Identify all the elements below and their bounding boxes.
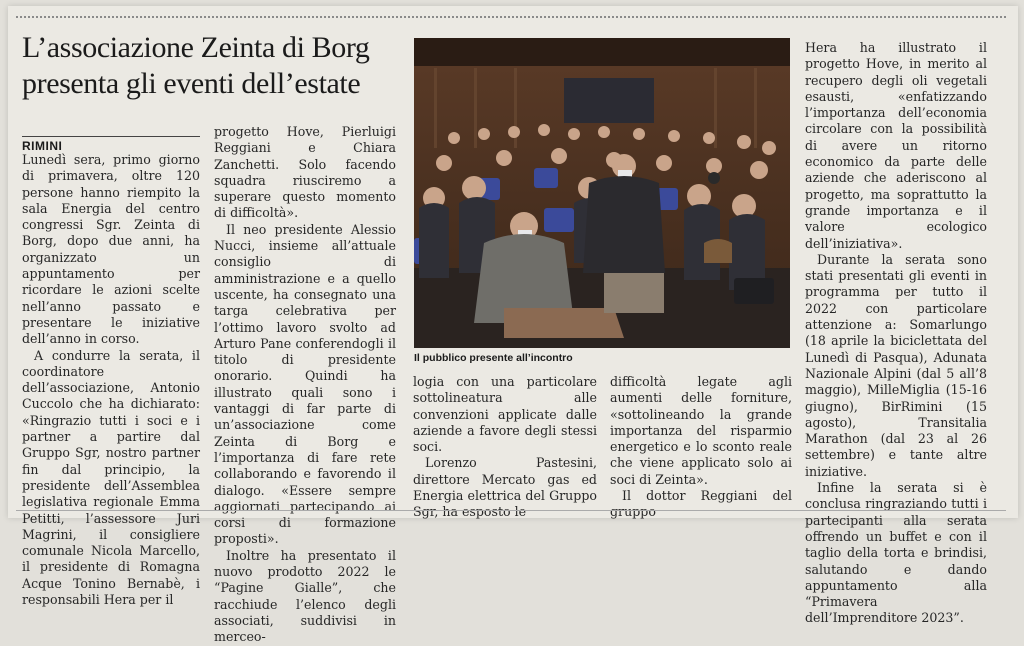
headline-line-2: presenta gli eventi dell’estate [22,67,361,100]
paragraph: Il neo presidente Alessio Nucci, insieme all’attuale consiglio di amministrazione e a quello uscente, ha consegnato una targa celebrativa per l’ottimo lavoro svolto ad Arturo Pane conferendogli il titolo di presidente onorario. Quindi ha illustrato quali sono i vantaggi di far parte di un’associazione come Zeinta di Borg e l’importanza di fare rete collaborando e favorendo il dialogo. «Essere sempre aggiornati partecipando ai corsi di formazione proposti». [214,221,396,547]
headline-line-1: L’associazione Zeinta di Borg [22,31,370,64]
article-column-1 [22,152,200,608]
article-column-5 [805,40,987,627]
location-tag: RIMINI [22,136,200,153]
article-column-3 [413,374,597,521]
paragraph: A condurre la serata, il coordinatore dell’associazione, Antonio Cuccolo che ha dichiarato: «Ringrazio tutti i soci e i partner a partire dal Gruppo Sgr, nostro partner fin dal principio, la presidente dell’Assemblea legislativa regionale Emma Petitti, l’assessore Juri Magrini, il consigliere comunale Nicola Marcello, il presidente di Romagna Acque Tonino Bernabè, i responsabili Hera per il [22,347,200,608]
paragraph: Il dottor Reggiani del gruppo [610,488,792,520]
top-rule [16,16,1006,18]
paragraph: Lunedì sera, primo giorno di primavera, oltre 120 persone hanno riempito la sala Energia del centro congressi Sgr. Zeinta di Borg, dopo due anni, ha organizzato un appuntamento per ricordare le azioni scelte nell’anno passato e presentare le iniziative dell’anno in corso. [22,152,200,347]
bottom-rule [16,510,1006,511]
paragraph: progetto Hove, Pierluigi Reggiani e Chiara Zanchetti. Solo facendo squadra riusciremo a superare questo momento di difficoltà». [214,124,396,221]
audience-photo [414,38,790,348]
article-headline [22,30,402,102]
paragraph: Durante la serata sono stati presentati gli eventi in programma per tutto il 2022 con particolare attenzione a: Somarlungo (18 aprile la biciclettata del Lunedì di Pasqua), Adunata Nazionale Alpini (dal 5 all’8 maggio), MilleMiglia (15-16 giugno), BirRimini (15 agosto), Transitalia Marathon (dal 23 al 26 settembre) e tante altre iniziative. [805,251,987,479]
paragraph: Hera ha illustrato il progetto Hove, in merito al recupero degli oli vegetali esausti, «enfatizzando l’importanza dell’economia circolare con la possibilità di avere un ritorno economico da parte delle aziende che aderiscono al progetto, ma soprattutto la grande importanza e il valore ecologico dell’iniziativa». [805,40,987,251]
paragraph: logia con una particolare sottolineatura alle convenzioni applicate dalle aziende a favore degli stessi soci. [413,374,597,455]
photo-caption: Il pubblico presente all’incontro [414,352,573,364]
article-column-4 [610,374,792,521]
article-column-2 [214,124,396,646]
paragraph: Lorenzo Pastesini, direttore Mercato gas ed Energia elettrica del Gruppo Sgr, ha esposto le [413,455,597,520]
paragraph: difficoltà legate agli aumenti delle forniture, «sottolineando la grande importanza del risparmio energetico e lo sconto reale che viene applicato solo ai soci di Zeinta». [610,374,792,487]
audience-photo-illustration [414,38,790,348]
paragraph: Inoltre ha presentato il nuovo prodotto 2022 le “Pagine Gialle”, che racchiude l’elenco degli associati, suddivisi in merceo- [214,547,396,645]
paragraph: Infine la serata si è conclusa ringraziando tutti i partecipanti alla serata offrendo un buffet e con il taglio della torta e brindisi, salutando e dando appuntamento alla “Primavera dell’Imprenditore 2023”. [805,480,987,626]
